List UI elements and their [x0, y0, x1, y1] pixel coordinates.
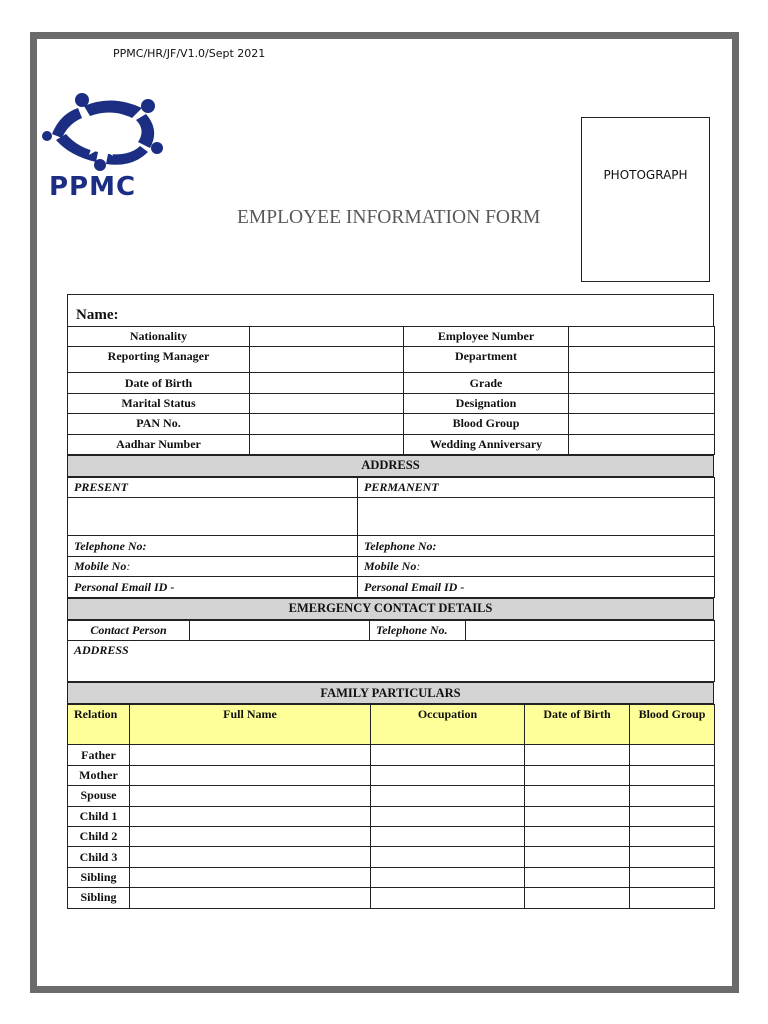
- table-row: [68, 765, 715, 785]
- date-of-birth-cell[interactable]: [525, 888, 630, 908]
- department-label: Department: [404, 347, 569, 373]
- marital-status-label: Marital Status: [68, 393, 250, 413]
- family-header-row: [68, 705, 715, 745]
- blood-group-cell[interactable]: [630, 827, 715, 847]
- table-row: [68, 847, 715, 867]
- relation-cell: Sibling: [68, 867, 130, 887]
- relation-cell: Child 1: [68, 806, 130, 826]
- occupation-cell[interactable]: [371, 827, 525, 847]
- permanent-telephone-label: Telephone No:: [358, 536, 715, 557]
- permanent-mobile-text: Mobile No: [364, 559, 417, 574]
- full-name-cell[interactable]: [130, 867, 371, 887]
- reporting-manager-field[interactable]: [250, 347, 404, 373]
- table-row: [68, 888, 715, 908]
- table-row: [68, 414, 715, 434]
- date-of-birth-cell[interactable]: [525, 745, 630, 765]
- blood-group-cell[interactable]: [630, 745, 715, 765]
- occupation-cell[interactable]: [371, 806, 525, 826]
- reporting-manager-label: Reporting Manager: [68, 347, 250, 373]
- nationality-field[interactable]: [250, 327, 404, 347]
- emergency-table: [67, 620, 715, 683]
- permanent-address-label: PERMANENT: [358, 477, 715, 498]
- blood-group-cell[interactable]: [630, 765, 715, 785]
- permanent-mobile-colon: :: [416, 559, 421, 574]
- date-of-birth-cell[interactable]: [525, 765, 630, 785]
- full-name-cell[interactable]: [130, 806, 371, 826]
- permanent-address-field[interactable]: [358, 498, 715, 536]
- emergency-address-label: ADDRESS: [74, 643, 129, 658]
- present-address-label: PRESENT: [68, 477, 358, 498]
- document-code: PPMC/HR/JF/V1.0/Sept 2021: [113, 47, 266, 60]
- permanent-email-label: Personal Email ID -: [358, 577, 715, 598]
- emergency-address-field[interactable]: [68, 641, 715, 682]
- date-of-birth-label: Date of Birth: [68, 373, 250, 393]
- full-name-cell[interactable]: [130, 888, 371, 908]
- family-heading: FAMILY PARTICULARS: [68, 683, 714, 704]
- blood-group-cell[interactable]: [630, 786, 715, 806]
- date-of-birth-cell[interactable]: [525, 806, 630, 826]
- table-row: [68, 556, 715, 577]
- table-row: [68, 786, 715, 806]
- logo-text: PPMC: [49, 172, 137, 202]
- address-heading: ADDRESS: [68, 455, 714, 476]
- grade-label: Grade: [404, 373, 569, 393]
- employee-number-label: Employee Number: [404, 327, 569, 347]
- date-of-birth-cell[interactable]: [525, 847, 630, 867]
- full-name-cell[interactable]: [130, 745, 371, 765]
- emergency-heading: EMERGENCY CONTACT DETAILS: [68, 598, 714, 619]
- blood-group-cell[interactable]: [630, 888, 715, 908]
- table-row: [68, 373, 715, 393]
- relation-cell: Child 2: [68, 827, 130, 847]
- form-title: EMPLOYEE INFORMATION FORM: [237, 207, 541, 228]
- date-of-birth-cell[interactable]: [525, 827, 630, 847]
- full-name-cell[interactable]: [130, 827, 371, 847]
- name-label: Name:: [76, 307, 119, 323]
- table-row: [68, 867, 715, 887]
- full-name-cell[interactable]: [130, 786, 371, 806]
- department-field[interactable]: [569, 347, 715, 373]
- table-row: [68, 577, 715, 598]
- present-mobile-label: [68, 556, 358, 577]
- blood-group-cell[interactable]: [630, 847, 715, 867]
- blood-group-cell[interactable]: [630, 806, 715, 826]
- permanent-mobile-label: [358, 556, 715, 577]
- aadhar-number-label: Aadhar Number: [68, 434, 250, 454]
- photograph-label: PHOTOGRAPH: [603, 168, 688, 182]
- occupation-cell[interactable]: [371, 786, 525, 806]
- table-row: [68, 477, 715, 498]
- blood-group-label: Blood Group: [404, 414, 569, 434]
- emergency-telephone-field[interactable]: [466, 620, 715, 641]
- blood-group-cell[interactable]: [630, 867, 715, 887]
- present-mobile-colon: :: [126, 559, 131, 574]
- emergency-telephone-label: Telephone No.: [370, 620, 466, 641]
- nationality-label: Nationality: [68, 327, 250, 347]
- table-row: [68, 745, 715, 765]
- employee-form: [67, 294, 714, 909]
- family-section: [67, 682, 714, 704]
- present-mobile-text: Mobile No: [74, 559, 127, 574]
- occupation-cell[interactable]: [371, 888, 525, 908]
- employee-number-field[interactable]: [569, 327, 715, 347]
- marital-status-field[interactable]: [250, 393, 404, 413]
- contact-person-field[interactable]: [190, 620, 370, 641]
- full-name-header: Full Name: [130, 705, 371, 745]
- aadhar-number-field[interactable]: [250, 434, 404, 454]
- address-section: [67, 455, 714, 477]
- occupation-cell[interactable]: [371, 765, 525, 785]
- emergency-section: [67, 598, 714, 620]
- photograph-box: [581, 117, 710, 282]
- table-row: [68, 827, 715, 847]
- date-of-birth-cell[interactable]: [525, 867, 630, 887]
- wedding-anniversary-field[interactable]: [569, 434, 715, 454]
- present-address-field[interactable]: [68, 498, 358, 536]
- date-of-birth-cell[interactable]: [525, 786, 630, 806]
- table-row: [68, 620, 715, 641]
- address-table: [67, 477, 715, 598]
- grade-field[interactable]: [569, 373, 715, 393]
- name-field[interactable]: [67, 294, 714, 326]
- relation-cell: Child 3: [68, 847, 130, 867]
- table-row: [68, 434, 715, 454]
- date-of-birth-field[interactable]: [250, 373, 404, 393]
- relation-cell: Sibling: [68, 888, 130, 908]
- full-name-cell[interactable]: [130, 765, 371, 785]
- relation-cell: Mother: [68, 765, 130, 785]
- blood-group-field[interactable]: [569, 414, 715, 434]
- table-row: [68, 536, 715, 557]
- relation-cell: Spouse: [68, 786, 130, 806]
- table-row: [68, 806, 715, 826]
- relation-header: Relation: [68, 705, 130, 745]
- personal-info-table: [67, 326, 715, 455]
- occupation-cell[interactable]: [371, 867, 525, 887]
- contact-person-label: Contact Person: [68, 620, 190, 641]
- designation-field[interactable]: [569, 393, 715, 413]
- designation-label: Designation: [404, 393, 569, 413]
- table-row: [68, 641, 715, 682]
- occupation-cell[interactable]: [371, 745, 525, 765]
- full-name-cell[interactable]: [130, 847, 371, 867]
- occupation-header: Occupation: [371, 705, 525, 745]
- pan-number-label: PAN No.: [68, 414, 250, 434]
- present-email-label: Personal Email ID -: [68, 577, 358, 598]
- table-row: [68, 498, 715, 536]
- pan-number-field[interactable]: [250, 414, 404, 434]
- wedding-anniversary-label: Wedding Anniversary: [404, 434, 569, 454]
- table-row: [68, 393, 715, 413]
- date-of-birth-header: Date of Birth: [525, 705, 630, 745]
- blood-group-header: Blood Group: [630, 705, 715, 745]
- table-row: [68, 347, 715, 373]
- present-telephone-label: Telephone No:: [68, 536, 358, 557]
- occupation-cell[interactable]: [371, 847, 525, 867]
- table-row: [68, 327, 715, 347]
- relation-cell: Father: [68, 745, 130, 765]
- family-table: [67, 704, 715, 908]
